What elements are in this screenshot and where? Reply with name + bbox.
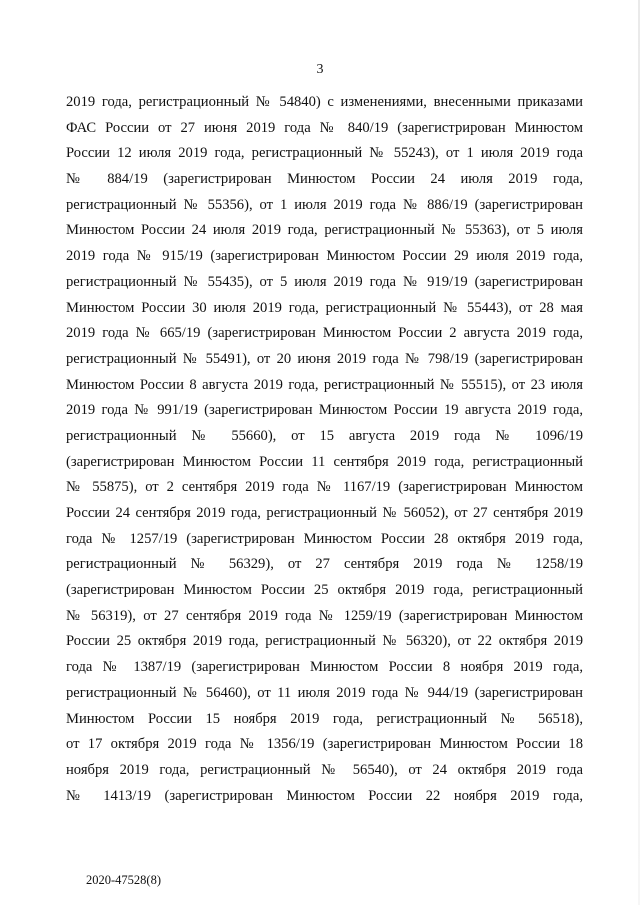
- text-line: России 25 октября 2019 года, регистрационный № 56320), от 22 октября 2019: [66, 633, 583, 650]
- text-line: России 24 сентября 2019 года, регистрационный № 56052), от 27 сентября 2019: [66, 505, 583, 521]
- text-line: года № 1257/19 (зарегистрирован Минюстом России 28 октября 2019 года,: [66, 530, 583, 547]
- text-line: № 884/19 (зарегистрирован Минюстом России 24 июля 2019 года,: [66, 171, 583, 188]
- text-line: от 17 октября 2019 года № 1356/19 (зарегистрирован Минюстом России 18: [66, 736, 583, 753]
- text-line: Минюстом России 15 ноября 2019 года, регистрационный № 56518),: [66, 710, 583, 727]
- text-line: регистрационный № 55435), от 5 июля 2019 года № 919/19 (зарегистрирован: [66, 273, 583, 290]
- text-line: регистрационный № 56329), от 27 сентября 2019 года № 1258/19: [66, 556, 583, 573]
- text-line: 2019 года № 665/19 (зарегистрирован Минюстом России 2 августа 2019 года,: [66, 325, 583, 342]
- text-line: России 12 июля 2019 года, регистрационный № 55243), от 1 июля 2019 года: [66, 145, 583, 162]
- text-line: 2019 года № 915/19 (зарегистрирован Минюстом России 29 июля 2019 года,: [66, 248, 583, 265]
- text-line: Минюстом России 24 июля 2019 года, регистрационный № 55363), от 5 июля: [66, 222, 583, 239]
- text-line: 2019 года № 991/19 (зарегистрирован Минюстом России 19 августа 2019 года,: [66, 402, 583, 419]
- text-line: № 56319), от 27 сентября 2019 года № 1259/19 (зарегистрирован Минюстом: [66, 607, 583, 624]
- text-line: ноября 2019 года, регистрационный № 56540), от 24 октября 2019 года: [66, 761, 583, 778]
- text-line: регистрационный № 56460), от 11 июля 2019 года № 944/19 (зарегистрирован: [66, 684, 583, 701]
- text-line: регистрационный № 55491), от 20 июня 2019 года № 798/19 (зарегистрирован: [66, 350, 583, 367]
- body-paragraph: [66, 90, 583, 809]
- text-line: регистрационный № 55660), от 15 августа 2019 года № 1096/19: [66, 427, 583, 444]
- page-number: 3: [316, 62, 324, 77]
- text-line: года № 1387/19 (зарегистрирован Минюстом России 8 ноября 2019 года,: [66, 659, 583, 676]
- text-line: (зарегистрирован Минюстом России 25 октября 2019 года, регистрационный: [66, 582, 583, 599]
- text-line: 2019 года, регистрационный № 54840) с изменениями, внесенными приказами: [66, 94, 583, 110]
- text-line: № 55875), от 2 сентября 2019 года № 1167/19 (зарегистрирован Минюстом: [66, 479, 583, 496]
- document-id: 2020-47528(8): [86, 873, 161, 887]
- text-line: Минюстом России 30 июля 2019 года, регистрационный № 55443), от 28 мая: [66, 299, 583, 316]
- text-line: (зарегистрирован Минюстом России 11 сентября 2019 года, регистрационный: [66, 453, 583, 470]
- text-line: Минюстом России 8 августа 2019 года, регистрационный № 55515), от 23 июля: [66, 376, 583, 393]
- text-line: № 1413/19 (зарегистрирован Минюстом России 22 ноября 2019 года,: [66, 787, 583, 804]
- text-line: ФАС России от 27 июня 2019 года № 840/19 (зарегистрирован Минюстом: [66, 119, 583, 136]
- text-line: регистрационный № 55356), от 1 июля 2019 года № 886/19 (зарегистрирован: [66, 196, 583, 213]
